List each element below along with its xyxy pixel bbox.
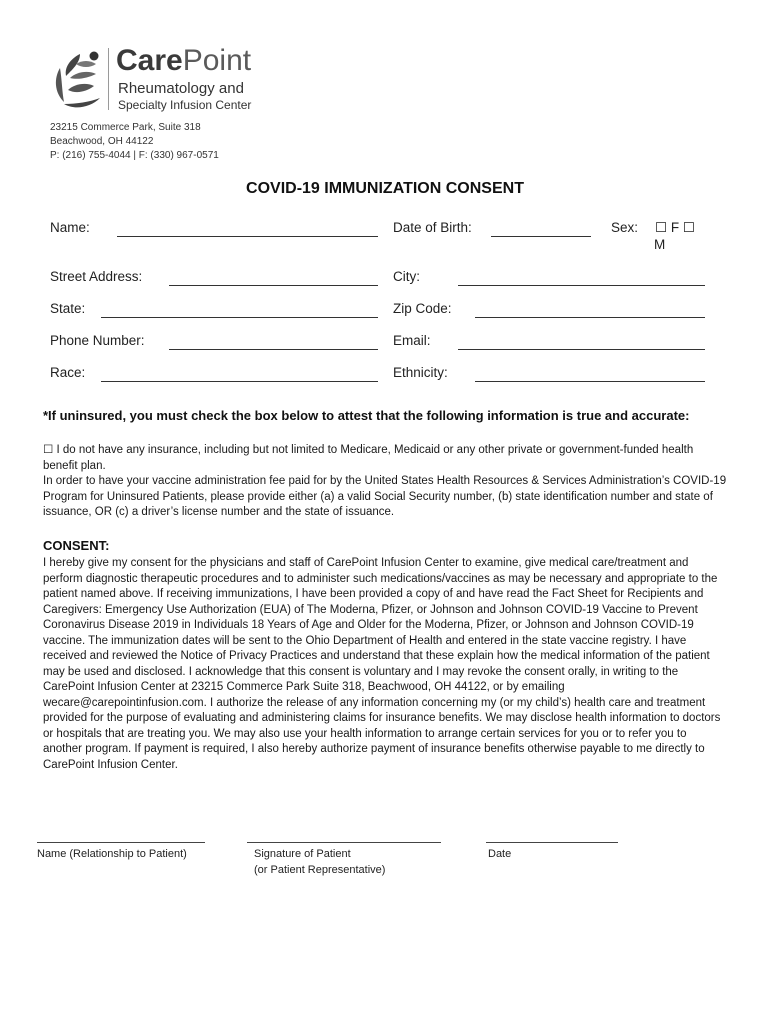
- dob-label: Date of Birth:: [393, 220, 472, 235]
- phone-field[interactable]: [169, 349, 378, 350]
- sex-option-m[interactable]: M: [654, 237, 666, 252]
- patient-signature-line[interactable]: [247, 842, 441, 843]
- email-label: Email:: [393, 333, 431, 348]
- race-field[interactable]: [101, 381, 378, 382]
- signature-label-2: (or Patient Representative): [254, 864, 386, 876]
- city-label: City:: [393, 269, 420, 284]
- address-line-1: 23215 Commerce Park, Suite 318: [50, 122, 201, 133]
- phone-label: Phone Number:: [50, 333, 145, 348]
- name-field[interactable]: [117, 236, 378, 237]
- zip-label: Zip Code:: [393, 301, 452, 316]
- consent-heading: CONSENT:: [43, 538, 110, 553]
- phone-fax: P: (216) 755-4044 | F: (330) 967-0571: [50, 150, 219, 161]
- sex-options[interactable]: ☐ F ☐: [655, 220, 695, 235]
- uninsured-checkbox[interactable]: ☐ I do not have any insurance, including but not limited to Medicare, Medicaid or any other private or government-funded health benefit plan.: [43, 444, 694, 472]
- uninsured-heading: *If uninsured, you must check the box below to attest that the following information is true and accurate:: [43, 408, 690, 423]
- page-title: COVID-19 IMMUNIZATION CONSENT: [246, 180, 524, 197]
- address-line-2: Beachwood, OH 44122: [50, 136, 154, 147]
- state-field[interactable]: [101, 317, 378, 318]
- signature-label-1: Signature of Patient: [254, 848, 351, 860]
- race-label: Race:: [50, 365, 86, 380]
- zip-field[interactable]: [475, 317, 705, 318]
- street-label: Street Address:: [50, 269, 143, 284]
- brand-name: CarePoint: [116, 44, 252, 77]
- date-label: Date: [488, 848, 512, 860]
- name-label: Name:: [50, 220, 90, 235]
- street-field[interactable]: [169, 285, 378, 286]
- logo-divider: [108, 48, 109, 110]
- city-field[interactable]: [458, 285, 705, 286]
- date-signature-line[interactable]: [486, 842, 618, 843]
- sex-label: Sex:: [611, 220, 639, 235]
- uninsured-instructions: In order to have your vaccine administration fee paid for by the United States Health Resources & Services Administration’s COVID-19 Program for Uninsured Patients, please provide either (a) a valid Social Security number, (b) state identification number and state of issuance, OR (c) a driver’s license number and the state of issuance.: [43, 475, 727, 518]
- consent-body: I hereby give my consent for the physicians and staff of CarePoint Infusion Center to examine, give medical care/treatment and perform diagnostic therapeutic procedures and to administer such medications/vaccines as may be necessary and appropriate to the patient named above. If receiving immunizations, I have been provided a copy of and have read the Fact Sheet for Recipients and Caregivers: Emergency Use Authorization (EUA) of The Moderna, Pfizer, or Johnson and Johnson COVID-19 Vaccine to Prevent Coronavirus Disease 2019 in Individuals 18 Years of Age and Older for the Moderna, Pfizer, or Johnson and Johnson COVID-19 vaccine. The immunization dates will be sent to the Ohio Department of Health and entered in the state vaccine registry. I have received and reviewed the Notice of Privacy Practices and understand that these explain how the medical information of the patient may be used and disclosed. I acknowledge that this consent is voluntary and I may revoke the consent orally, in writing to the CarePoint Infusion Center at 23215 Commerce Park Suite 318, Beachwood, OH 44122, or by emailing wecare@carepointinfusion.com. I authorize the release of any information concerning my (or my child’s) health care and treatment provided for the purpose of evaluating and administering claims for insurance benefits. We may disclose health information to doctors or hospitals that are treating you. We may also use your health information to arrange certain services for you or to refer you to another program. If payment is required, I also hereby authorize payment of insurance benefits otherwise payable to me directly to CarePoint Infusion Center.: [43, 557, 721, 771]
- ethnicity-label: Ethnicity:: [393, 365, 448, 380]
- email-field[interactable]: [458, 349, 705, 350]
- ethnicity-field[interactable]: [475, 381, 705, 382]
- brand-tagline-2: Specialty Infusion Center: [118, 98, 252, 112]
- carepoint-logo-icon: [50, 48, 106, 112]
- brand-tagline-1: Rheumatology and: [118, 80, 244, 97]
- name-relationship-label: Name (Relationship to Patient): [37, 848, 187, 860]
- dob-field[interactable]: [491, 236, 591, 237]
- state-label: State:: [50, 301, 86, 316]
- name-relationship-signature-line[interactable]: [37, 842, 205, 843]
